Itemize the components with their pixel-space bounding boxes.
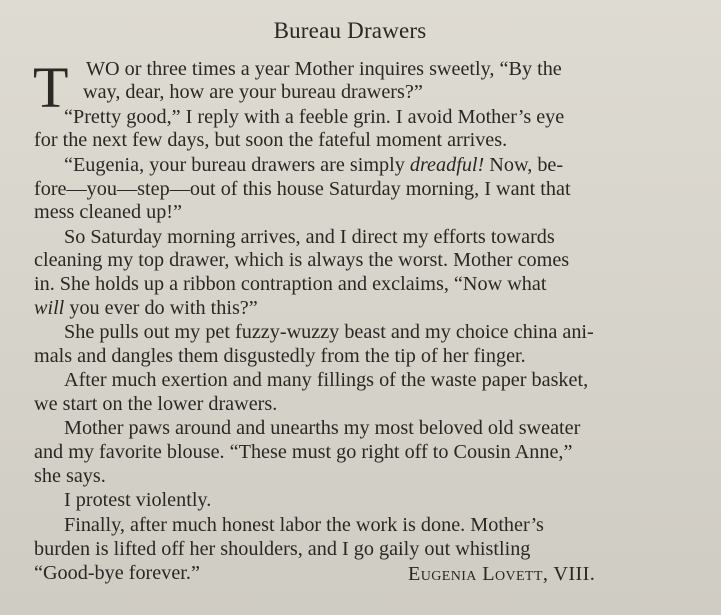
text-line: in. She holds up a ribbon contraption and exclaims, “Now what: [34, 273, 547, 295]
text-line: fore—you—step—out of this house Saturday morning, I want that: [34, 178, 571, 200]
text-line: “Good-bye forever.”: [34, 562, 200, 584]
author-signature: Eugenia Lovett, VIII.: [408, 563, 596, 585]
text-line: burden is lifted off her shoulders, and I go gaily out whistling: [34, 538, 531, 560]
text-line: [64, 153, 563, 177]
emphasized-word: will: [34, 297, 65, 319]
text-line: mess cleaned up!”: [34, 201, 182, 223]
text-line: “Pretty good,” I reply with a feeble grin. I avoid Mother’s eye: [64, 106, 565, 128]
emphasized-word: dreadful!: [409, 154, 485, 176]
text-line: So Saturday morning arrives, and I direct my efforts towards: [64, 226, 555, 248]
text-line: Mother paws around and unearths my most beloved old sweater: [64, 417, 581, 439]
text-line: After much exertion and many fillings of the waste paper basket,: [64, 369, 589, 391]
text-segment: “Eugenia, your bureau drawers are simply: [64, 154, 410, 176]
text-line: for the next few days, but soon the fateful moment arrives.: [34, 129, 508, 151]
text-line: [34, 296, 258, 320]
text-line: mals and dangles them disgustedly from the tip of her finger.: [34, 345, 526, 367]
article-title: Bureau Drawers: [273, 18, 427, 43]
text-line: and my favorite blouse. “These must go right off to Cousin Anne,”: [34, 441, 573, 463]
text-line: I protest violently.: [64, 489, 212, 511]
drop-cap: T: [33, 55, 69, 120]
text-line: She pulls out my pet fuzzy-wuzzy beast and my choice china ani-: [64, 321, 594, 343]
text-line: we start on the lower drawers.: [34, 393, 278, 415]
text-segment: you ever do with this?”: [64, 297, 258, 319]
text-line: Finally, after much honest labor the work is done. Mother’s: [64, 514, 544, 536]
text-line: WO or three times a year Mother inquires sweetly, “By the: [86, 58, 562, 80]
text-segment: Now, be-: [484, 154, 564, 176]
text-line: way, dear, how are your bureau drawers?”: [83, 81, 423, 103]
text-line: she says.: [34, 465, 106, 487]
text-line: cleaning my top drawer, which is always the worst. Mother comes: [34, 249, 570, 271]
